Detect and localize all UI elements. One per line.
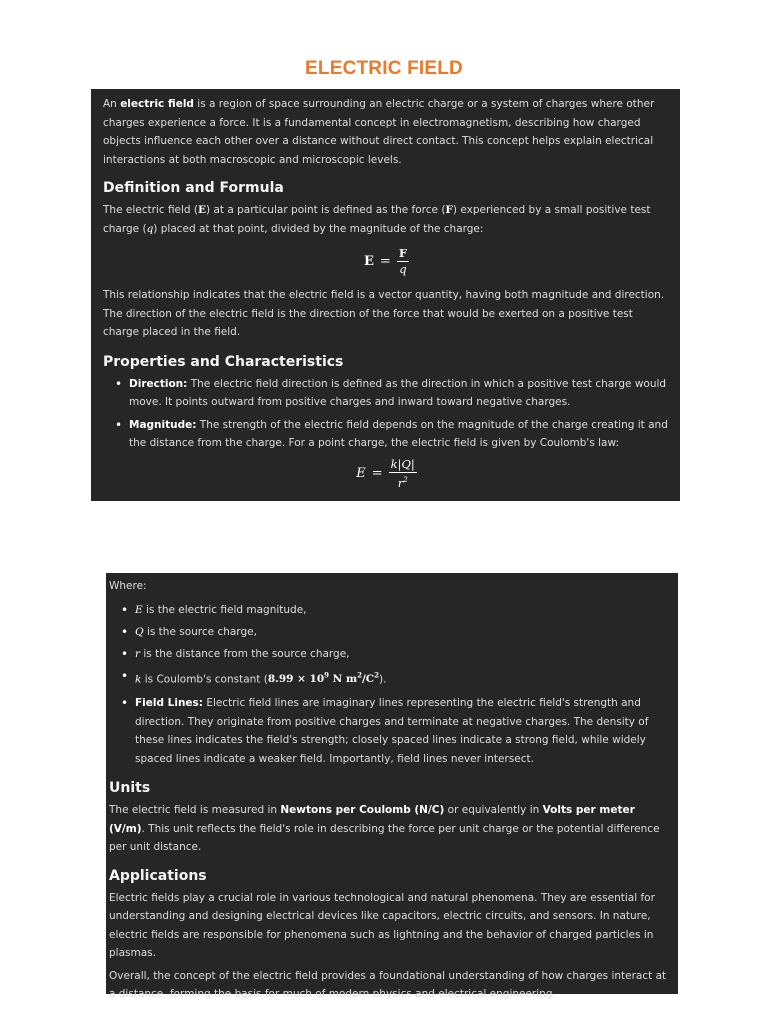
constant-value: 8.99 × 10 [267,673,325,685]
heading-definition: Definition and Formula [103,180,284,196]
field-lines-label: Field Lines: [135,697,203,709]
intro-bold-term: electric field [120,98,194,110]
list-item [109,643,668,665]
coulomb-den-exponent: 2 [403,475,408,484]
heading-applications: Applications [109,867,207,884]
coulomb-den-base: r [397,475,404,490]
constant-exponent: 9 [324,670,330,680]
list-item [109,694,668,768]
units-text-3: . This unit reflects the field's role in describing the force per unit charge or the potential difference per unit distance. [109,822,660,853]
constant-unit-2: /C [361,673,375,685]
units-bold-1: Newtons per Coulomb (N/C) [280,804,445,816]
definition-text-4: ) placed at that point, divided by the magnitude of the charge: [153,222,484,235]
list-item [109,665,668,691]
content-panel-bottom [106,573,678,1000]
list-item [109,621,668,643]
direction-text: The electric field direction is defined as the direction in which a positive test charge would move. It points outward from positive charges and inward toward negative charges. [129,377,667,408]
unit-exponent-2: 2 [374,670,380,680]
intro-text-2: is a region of space surrounding an electric charge or a system of charges where other charges experience a force. It is a fundamental concept in electromagnetism, describing how charged objects influence each other over a distance without direct contact. This concept helps explain electrical interactions at both macroscopic and microscopic levels. [103,98,655,166]
field-lines-text: Electric field lines are imaginary lines representing the electric field's strength and direction. They originate from positive charges and terminate at negative charges. The density of these lines indicates the field's strength; closely spaced lines indicate a strong field, while widely spaced lines indicate a weaker field. Importantly, field lines never intersect. [135,697,649,765]
magnitude-text: The strength of the electric field depends on the magnitude of the charge creating it and the distance from the charge. For a point charge, the electric field is given by Coulomb's law: [129,418,668,449]
symbol-k: k [135,673,142,685]
unit-exponent-1: 2 [357,670,362,680]
where-list [109,599,668,769]
equation-lhs: E [364,253,374,269]
coulomb-denominator [398,473,408,490]
direction-label: Direction: [129,377,188,390]
list-item [109,599,668,621]
constant-unit: N m [329,673,358,685]
where-text-k: is Coulomb's constant ( [141,673,268,685]
where-text-E: is the electric field magnitude, [142,603,307,616]
intro-text-1: An [103,98,121,110]
definition-after-paragraph: This relationship indicates that the electric field is a vector quantity, having both magnitude and direction. The direction of the electric field is the direction of the force that would be exerted on a positive test charge placed in the field. [103,289,665,338]
where-text-r: is the distance from the source charge, [140,647,350,660]
magnitude-label: Magnitude: [129,418,197,431]
equation-fraction [397,247,409,276]
coulomb-constant [267,670,380,685]
symbol-Q: Q [135,625,144,638]
equation-field-definition [103,240,670,282]
applications-paragraph-1: Electric fields play a crucial role in various technological and natural phenomena. They are essential for understanding and designing electrical devices like capacitors, electric circuits, and sensors. In nature, electric fields are responsible for phenomena such as lightning and the behavior of charged particles in plasmas. [109,891,655,959]
where-label: Where: [109,580,147,592]
applications-paragraph-2: Overall, the concept of the electric field provides a foundational understanding of how charges interact at a distance, forming the basis for much of modern physics and electrical engineering. [109,969,667,1000]
coulomb-equals: = [371,466,383,481]
equation-coulomb-law [103,455,670,493]
equation-equals: = [379,253,391,269]
units-text-1: The electric field is measured in [109,804,281,816]
list-item [103,375,670,412]
units-bold-2: Volts per meter (V/m) [109,804,635,835]
equation-numerator: F [398,245,407,260]
coulomb-fraction [389,458,417,490]
coulomb-numerator: k|Q| [390,456,415,471]
list-item [103,416,670,453]
heading-properties: Properties and Characteristics [103,353,344,370]
units-paragraph [109,801,668,857]
equation-denominator: q [399,261,407,276]
symbol-r: r [135,647,141,660]
math-F: F [445,204,453,216]
intro-paragraph [103,95,670,169]
definition-text-2: ) at a particular point is defined as the force ( [206,204,446,216]
math-q: q [146,222,154,235]
heading-units: Units [109,780,151,796]
properties-list [103,375,670,453]
constant-end: ). [379,673,387,685]
math-E: E [198,204,207,216]
where-text-Q: is the source charge, [143,625,257,638]
symbol-E: E [135,603,143,616]
coulomb-lhs: E [356,466,366,481]
page-title: ELECTRIC FIELD [305,58,463,79]
definition-text-3: ) experienced by a small positive test charge ( [103,204,651,235]
definition-paragraph [103,201,670,238]
definition-text-1: The electric field ( [103,204,199,216]
content-panel-top [91,89,680,501]
units-text-2: or equivalently in [444,804,543,816]
